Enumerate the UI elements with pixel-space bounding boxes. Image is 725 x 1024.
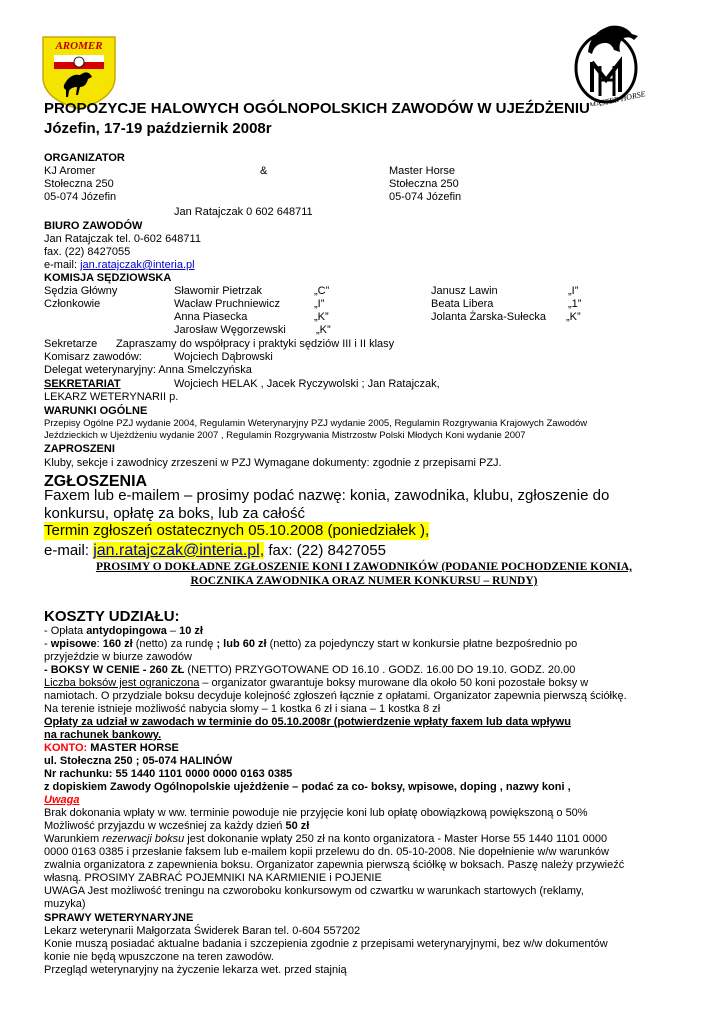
koszty-line-6: namiotach. O przydziale boksu decyduje kolejność zgłoszeń łącznie z opłatami. Organizator zapewnia pierwszą ściółkę.: [44, 690, 627, 702]
konto-number: Nr rachunku: 55 1440 1101 0000 0000 0163 0385: [44, 768, 293, 780]
zgloszenia-note-1: PROSIMY O DOKŁADNE ZGŁOSZENIE KONI I ZAWODNIKÓW (PODANIE POCHODZENIE KONIA,: [95, 561, 633, 573]
delegat-line: Delegat weterynaryjny: Anna Smelczyńska: [44, 364, 252, 376]
uwaga-heading: Uwaga: [44, 794, 80, 806]
zaproszeni-heading: ZAPROSZENI: [44, 443, 115, 455]
koszty-line-7: Na terenie istnieje możliwość nabycia słomy – 1 kostka 6 zł i siana – 1 kostka 8 zł: [44, 703, 441, 715]
warunki-heading: WARUNKI OGÓLNE: [44, 405, 148, 417]
koszty-line-9: na rachunek bankowy.: [44, 729, 162, 741]
zgloszenia-line-1: Faxem lub e-mailem – prosimy podać nazwę: konia, zawodnika, klubu, zgłoszenie do: [44, 487, 610, 504]
sprawy-line-1: Lekarz weterynarii Małgorzata Świderek Baran tel. 0-604 557202: [44, 925, 361, 937]
organizator-ampersand: &: [260, 165, 268, 177]
sekretarze-label: Sekretarze: [44, 338, 98, 350]
konto-name: MASTER HORSE: [87, 742, 179, 754]
biuro-line-1: Jan Ratajczak tel. 0-602 648711: [44, 233, 201, 245]
master-horse-logo-text: MASTER HORSE: [588, 89, 646, 106]
warunki-text-1: Przepisy Ogólne PZJ wydanie 2004, Regulamin Weterynaryjny PZJ wydanie 2005, Regulamin Rozgrywania Krajowych Zawodów: [44, 418, 588, 429]
komisarz-name: Wojciech Dąbrowski: [174, 351, 273, 363]
organizator-right-1: Master Horse: [389, 165, 456, 177]
zgloszenia-line-2: konkursu, opłatę za boks, lub za całość: [44, 505, 305, 522]
biuro-email-line: [44, 259, 195, 272]
zgloszenia-fax: fax: (22) 8427055: [264, 542, 386, 559]
doc-subtitle: Józefin, 17-19 październik 2008r: [44, 120, 272, 137]
uwaga-line-6: własną. PROSIMY ZABRAĆ POJEMNIKI NA KARMIENIE i POJENIE: [44, 872, 382, 884]
uwaga-line-3: Warunkiem rezerwacji boksu jest dokonanie wpłaty 250 zł na konto organizatora - Master Horse 55 1440 1101 0000: [44, 833, 608, 845]
komisja-name-2b: Beata Libera: [431, 298, 494, 310]
komisja-name-1b: Janusz Lawin: [431, 285, 498, 297]
konto-label: KONTO:: [44, 742, 88, 754]
biuro-line-2: fax. (22) 8427055: [44, 246, 131, 258]
komisja-role-2: Członkowie: [44, 298, 101, 310]
koszty-heading: KOSZTY UDZIAŁU:: [44, 608, 180, 625]
sekretariat-names: Wojciech HELAK , Jacek Ryczywolski ; Jan Ratajczak,: [174, 378, 440, 390]
sprawy-line-4: Przegląd weterynaryjny na życzenie lekarza wet. przed stajnią: [44, 964, 347, 976]
sprawy-line-3: konie nie będą wpuszczone na teren zawodów.: [44, 951, 274, 963]
uwaga-line-1: Brak dokonania wpłaty w ww. terminie powoduje nie przyjęcie koni lub opłatę obowiązkową powiększoną o 50%: [44, 807, 588, 819]
zgloszenia-heading: ZGŁOSZENIA: [44, 473, 148, 490]
komisja-name-3b: Jolanta Żarska-Sułecka: [431, 311, 546, 323]
koszty-line-8: Opłaty za udział w zawodach w terminie do 05.10.2008r (potwierdzenie wpłaty faxem lub data wpływu: [44, 716, 571, 728]
biuro-email-label: e-mail:: [44, 259, 81, 271]
organizator-left-1: KJ Aromer: [44, 165, 96, 177]
zgloszenia-email-link[interactable]: jan.ratajczak@interia.pl,: [93, 542, 265, 559]
organizator-contact: Jan Ratajczak 0 602 648711: [174, 206, 313, 218]
zgloszenia-email-label: e-mail:: [44, 542, 94, 559]
komisja-class-2b: „1”: [568, 298, 582, 310]
komisja-name-1a: Sławomir Pietrzak: [174, 285, 263, 297]
sekretariat-heading: SEKRETARIAT: [44, 378, 121, 390]
zgloszenia-deadline: Termin zgłoszeń ostatecznych 05.10.2008 (poniedziałek ),: [44, 522, 430, 539]
zgloszenia-note-2: ROCZNIKA ZAWODNIKA ORAZ NUMER KONKURSU – RUNDY): [190, 575, 538, 587]
uwaga-line-8: muzyka): [44, 898, 86, 910]
sprawy-heading: SPRAWY WETERYNARYJNE: [44, 912, 194, 924]
komisarz-label: Komisarz zawodów:: [44, 351, 142, 363]
konto-dopisek: z dopiskiem Zawody Ogólnopolskie ujeżdżenie – podać za co- boksy, wpisowe, doping , nazwy koni ,: [44, 781, 571, 793]
uwaga-line-5: zwalnia organizatora z zapewnienia boksu. Organizator zapewnia pierwszą ściółkę w boksach. Paszę należy przywieźć: [44, 859, 625, 871]
aromer-logo-text: AROMER: [55, 40, 103, 52]
zgloszenia-contact: [44, 541, 386, 560]
organizator-left-3: 05-074 Józefin: [44, 191, 117, 203]
organizator-heading: ORGANIZATOR: [44, 152, 125, 164]
uwaga-line-4: 0000 0163 0385 i przesłanie faksem lub e-mailem kopii przelewu do dn. 05-10-2008. Nie dopełnienie w/w warunków: [44, 846, 609, 858]
komisja-class-3a: „K”: [314, 311, 329, 323]
koszty-line-3: przyjeździe w biurze zawodów: [44, 651, 192, 663]
organizator-right-3: 05-074 Józefin: [389, 191, 462, 203]
koszty-line-4: - BOKSY W CENIE - 260 ZŁ (NETTO) PRZYGOTOWANE OD 16.10 . GODZ. 16.00 DO 19.10. GODZ. 20.00: [44, 664, 576, 676]
organizator-right-2: Stołeczna 250: [389, 178, 459, 190]
konto-line: [44, 742, 179, 755]
komisja-class-4a: „K”: [316, 324, 331, 336]
zaproszeni-text: Kluby, sekcje i zawodnicy zrzeszeni w PZJ Wymagane dokumenty: zgodnie z przepisami PZJ.: [44, 457, 502, 469]
komisja-heading: KOMISJA SĘDZIOWSKA: [44, 272, 172, 284]
biuro-heading: BIURO ZAWODÓW: [44, 220, 143, 232]
komisja-name-3a: Anna Piasecka: [174, 311, 248, 323]
komisja-name-2a: Wacław Pruchniewicz: [174, 298, 280, 310]
uwaga-line-2: Możliwość przyjazdu w wcześniej za każdy dzień 50 zł: [44, 820, 310, 832]
komisja-class-1b: „I”: [568, 285, 579, 297]
uwaga-line-7: UWAGA Jest możliwość treningu na czworoboku konkursowym od czwartku w warunkach startowych (reklamy,: [44, 885, 584, 897]
koszty-line-2: - wpisowe: 160 zł (netto) za rundę ; lub 60 zł (netto) za pojedynczy start w konkursie płatne bezpośrednio po: [44, 638, 578, 650]
doc-title: PROPOZYCJE HALOWYCH OGÓLNOPOLSKICH ZAWODÓW W UJEŹDŻENIU: [44, 100, 590, 117]
komisja-class-3b: „K”: [566, 311, 581, 323]
biuro-email-link[interactable]: jan.ratajczak@interia.pl: [80, 259, 195, 271]
sekretariat-lekarz: LEKARZ WETERYNARII p.: [44, 391, 179, 403]
komisja-class-1a: „C”: [314, 285, 330, 297]
warunki-text-2: Jeździeckich w Ujeżdżeniu wydanie 2007 , Regulamin Rozgrywania Mistrzostw Polski Młodych Koni wydanie 2007: [44, 430, 526, 441]
sprawy-line-2: Konie muszą posiadać aktualne badania i szczepienia zgodnie z przepisami weterynaryjnymi, bez w/w dokumentów: [44, 938, 608, 950]
organizator-left-2: Stołeczna 250: [44, 178, 114, 190]
koszty-line-5: Liczba boksów jest ograniczona – organizator gwarantuje boksy murowane dla około 50 koni pozostałe boksy w: [44, 677, 589, 689]
koszty-line-1: - Opłata antydopingowa – 10 zł: [44, 625, 203, 637]
komisja-class-2a: „I”: [314, 298, 325, 310]
konto-address: ul. Stołeczna 250 ; 05-074 HALINÓW: [44, 755, 233, 767]
komisja-role-1: Sędzia Główny: [44, 285, 118, 297]
komisja-name-4a: Jarosław Węgorzewski: [174, 324, 286, 336]
sekretarze-text: Zapraszamy do współpracy i praktyki sędziów III i II klasy: [116, 338, 395, 350]
master-horse-logo: [570, 22, 646, 106]
